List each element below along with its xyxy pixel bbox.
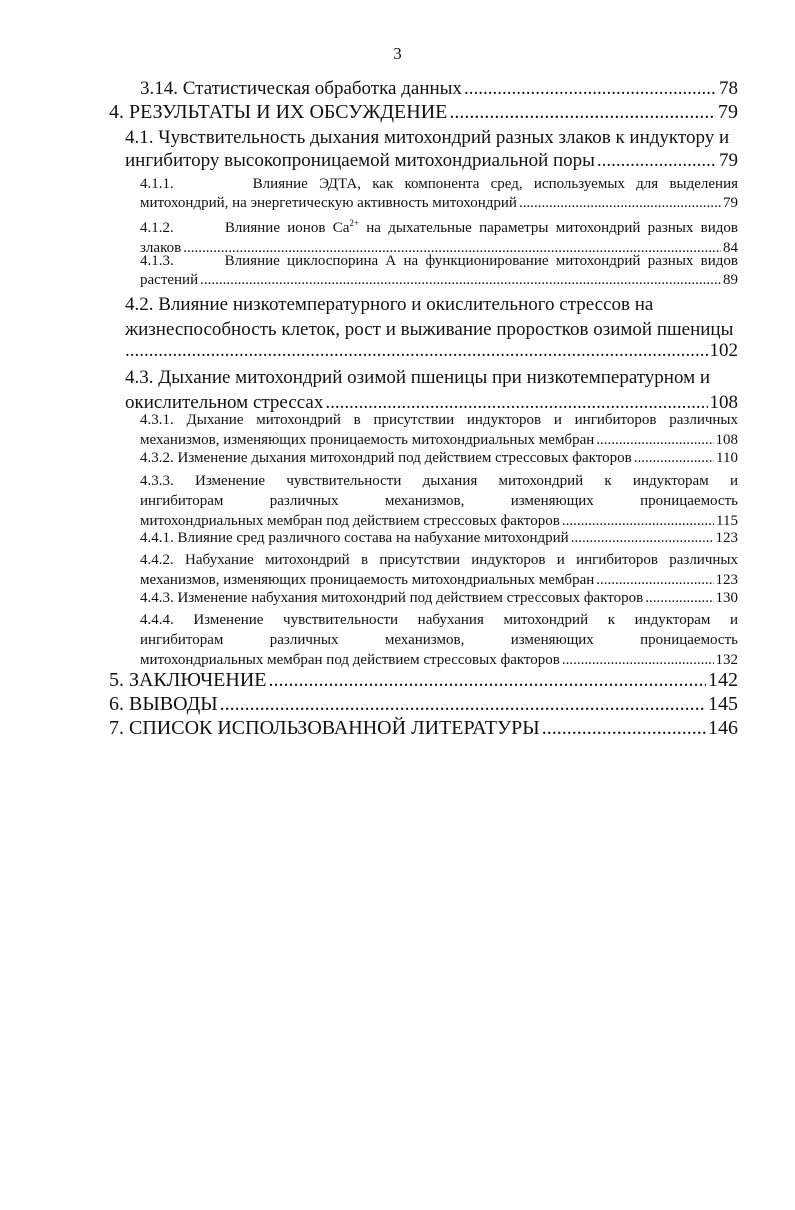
leader-dots bbox=[645, 590, 713, 607]
toc-entry-title-line2: жизнеспособность клеток, рост и выживание проростков озимой пшеницы bbox=[125, 319, 734, 340]
toc-page-number: 108 bbox=[715, 432, 738, 448]
toc-page-number: 146 bbox=[708, 717, 738, 739]
leader-dots bbox=[571, 530, 714, 547]
toc-entry-title-line1: 4.1.3. Влияние циклоспорина А на функционирование митохондрий разных видов bbox=[140, 253, 738, 269]
toc-page-number: 84 bbox=[723, 240, 738, 256]
toc-entry-title-line3: митохондриальных мембран под действием стрессовых факторов bbox=[140, 513, 560, 529]
toc-entry-title-line1: 4.3. Дыхание митохондрий озимой пшеницы при низкотемпературном и bbox=[125, 367, 711, 388]
toc-entry-title-line2: механизмов, изменяющих проницаемость митохондриальных мембран bbox=[140, 432, 595, 448]
toc-page-number: 130 bbox=[715, 590, 738, 606]
toc-entry-4-4-3[interactable] bbox=[140, 590, 738, 607]
toc-entry-title-line1: 4.2. Влияние низкотемпературного и окислительного стрессов на bbox=[125, 294, 654, 315]
toc-entry-title-line2: ингибитору высокопроницаемой митохондриальной поры bbox=[125, 150, 595, 171]
toc-entry-title-line1: 4.1.2. Влияние ионов $Ca^{2+}$ на дыхательные параметры митохондрий разных видов bbox=[140, 218, 738, 236]
toc-page-number: 132 bbox=[715, 652, 738, 668]
toc-page-number: 115 bbox=[716, 513, 738, 529]
toc-entry-4[interactable] bbox=[109, 101, 738, 124]
toc-entry-title: 4.4.1. Влияние сред различного состава на набухание митохондрий bbox=[140, 530, 569, 546]
toc-page-number: 79 bbox=[718, 101, 738, 123]
toc-entry-title-line2: ингибиторам различных механизмов, изменяющих проницаемость bbox=[140, 632, 738, 648]
toc-page-number: 108 bbox=[709, 392, 738, 413]
toc-entry-4-4-2[interactable] bbox=[140, 550, 738, 590]
toc-page-number: 79 bbox=[719, 150, 738, 171]
toc-entry-title-line2: растений bbox=[140, 272, 199, 288]
toc-page-number: 142 bbox=[708, 669, 738, 691]
leader-dots bbox=[200, 271, 721, 290]
toc-entry-title-line1: 4.4.2. Набухание митохондрий в присутствии индукторов и ингибиторов различных bbox=[140, 552, 738, 568]
toc-entry-title-line3: митохондриальных мембран под действием стрессовых факторов bbox=[140, 652, 560, 668]
toc-entry-title-line1: 4.1. Чувствительность дыхания митохондрий разных злаков к индуктору и bbox=[125, 127, 730, 148]
toc-entry-4-4-4[interactable] bbox=[140, 610, 738, 670]
toc-entry-title-line2: окислительном стрессах bbox=[125, 392, 324, 413]
leader-dots bbox=[634, 450, 714, 467]
toc-page-number: 123 bbox=[715, 572, 738, 588]
toc-page-number: 123 bbox=[715, 530, 738, 546]
toc-entry-title: 4.4.3. Изменение набухания митохондрий под действием стрессовых факторов bbox=[140, 590, 644, 606]
toc-entry-5[interactable] bbox=[109, 669, 738, 692]
toc-page-number: 102 bbox=[709, 340, 738, 361]
toc-page-number: 110 bbox=[716, 450, 738, 466]
toc-entry-3-14[interactable] bbox=[140, 78, 738, 100]
toc-entry-4-3-2[interactable] bbox=[140, 450, 738, 467]
toc-entry-title-line2: митохондрий, на энергетическую активность митохондрий bbox=[140, 195, 517, 211]
toc-page-number: 79 bbox=[723, 195, 738, 211]
leader-dots bbox=[542, 717, 706, 740]
toc-entry-title-line1: 4.4.4. Изменение чувствительности набухания митохондрий к индукторам и bbox=[140, 612, 738, 628]
toc-entry-title: 5. ЗАКЛЮЧЕНИЕ bbox=[109, 669, 267, 691]
leader-dots bbox=[268, 669, 706, 692]
toc-entry-title: 3.14. Статистическая обработка данных bbox=[140, 78, 462, 99]
toc-entry-title: 4. РЕЗУЛЬТАТЫ И ИХ ОБСУЖДЕНИЕ bbox=[109, 101, 448, 123]
leader-dots bbox=[597, 150, 717, 172]
toc-entry-4-4-1[interactable] bbox=[140, 530, 738, 547]
page-number: 3 bbox=[393, 44, 402, 63]
toc-entry-6[interactable] bbox=[109, 693, 738, 716]
toc-entry-title-line1: 4.3.3. Изменение чувствительности дыхания митохондрий к индукторам и bbox=[140, 473, 738, 489]
leader-dots bbox=[562, 511, 714, 531]
leader-dots bbox=[449, 101, 716, 124]
leader-dots bbox=[125, 340, 708, 362]
toc-entry-4-1-3[interactable] bbox=[140, 252, 738, 290]
toc-entry-4-2-leader bbox=[125, 340, 738, 362]
toc-entry-4-1-1[interactable] bbox=[140, 175, 738, 213]
toc-entry-title: 4.3.2. Изменение дыхания митохондрий под действием стрессовых факторов bbox=[140, 450, 632, 466]
toc-entry-title-line2: злаков bbox=[140, 240, 182, 256]
toc-entry-title-line1: 4.1.1. Влияние ЭДТА, как компонента сред, используемых для выделения bbox=[140, 176, 739, 192]
toc-entry-4-2[interactable] bbox=[125, 292, 738, 342]
toc-page-number: 89 bbox=[723, 272, 738, 288]
toc-entry-7[interactable] bbox=[109, 717, 738, 740]
toc-entry-title: 7. СПИСОК ИСПОЛЬЗОВАННОЙ ЛИТЕРАТУРЫ bbox=[109, 717, 540, 739]
leader-dots bbox=[464, 78, 717, 100]
leader-dots bbox=[562, 650, 714, 670]
toc-entry-title: 6. ВЫВОДЫ bbox=[109, 693, 218, 715]
toc-entry-4-1[interactable] bbox=[125, 127, 738, 172]
toc-page-number: 145 bbox=[708, 693, 738, 715]
toc-entry-title-line2: механизмов, изменяющих проницаемость митохондриальных мембран bbox=[140, 572, 595, 588]
toc-entry-4-3[interactable] bbox=[125, 365, 738, 415]
leader-dots bbox=[220, 693, 706, 716]
leader-dots bbox=[519, 194, 721, 213]
toc-entry-title-line1: 4.3.1. Дыхание митохондрий в присутствии индукторов и ингибиторов различных bbox=[140, 412, 738, 428]
leader-dots bbox=[596, 570, 713, 590]
toc-entry-4-3-1[interactable] bbox=[140, 410, 738, 450]
leader-dots bbox=[596, 430, 713, 450]
toc-entry-title-line2: ингибиторам различных механизмов, изменяющих проницаемость bbox=[140, 493, 738, 509]
toc-page-number: 78 bbox=[719, 78, 738, 99]
toc-entry-4-3-3[interactable] bbox=[140, 471, 738, 531]
